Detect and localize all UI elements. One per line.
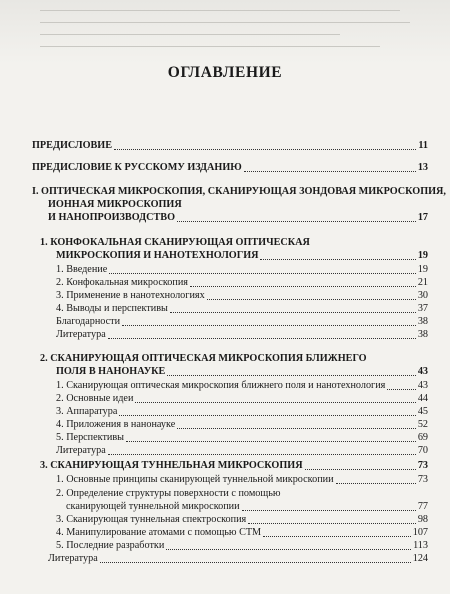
toc-entry-label: 3. Применение в нанотехнологиях	[56, 290, 205, 301]
dot-leader	[177, 221, 416, 222]
dot-leader	[177, 428, 416, 429]
dot-leader	[108, 454, 416, 455]
part-title-line: ИОННАЯ МИКРОСКОПИЯ	[48, 199, 182, 210]
toc-subentry[interactable]	[56, 514, 428, 526]
toc-page-number: 73	[417, 460, 428, 471]
toc-page-number: 43	[417, 366, 428, 377]
toc-page-number: 21	[417, 277, 428, 288]
toc-subentry[interactable]	[56, 264, 428, 276]
toc-page-number: 52	[417, 419, 428, 430]
dot-leader	[167, 375, 415, 376]
toc-entry-label: Литература	[56, 329, 106, 340]
toc-subentry[interactable]	[48, 553, 428, 565]
toc-page-number: 38	[417, 316, 428, 327]
bleed-line	[40, 34, 340, 35]
toc-entry-preface-ru[interactable]	[32, 162, 428, 174]
toc-page-number: 44	[417, 393, 428, 404]
toc-subentry-line: 2. Определение структуры поверхности с помощью	[56, 488, 281, 499]
toc-page-number: 98	[417, 514, 428, 525]
toc-entry-label: ПОЛЯ В НАНОНАУКЕ	[56, 366, 166, 377]
dot-leader	[242, 510, 416, 511]
toc-page-number: 30	[417, 290, 428, 301]
toc-subentry[interactable]	[56, 380, 428, 392]
toc-entry-label: 4. Манипулирование атомами с помощью СТМ	[56, 527, 262, 538]
dot-leader	[119, 415, 415, 416]
dot-leader	[387, 389, 415, 390]
toc-entry-label: 3. Аппаратура	[56, 406, 118, 417]
toc-entry-label: 1. Сканирующая оптическая микроскопия ближнего поля и нанотехнология	[56, 380, 386, 391]
dot-leader	[190, 286, 416, 287]
toc-entry-chapter-3[interactable]	[40, 460, 428, 472]
toc-page-number: 113	[413, 540, 428, 551]
toc-page-number: 11	[418, 140, 428, 151]
toc-subentry[interactable]	[56, 277, 428, 289]
toc-page-number: 19	[417, 250, 428, 261]
toc-entry-label: Литература	[48, 553, 98, 564]
dot-leader	[122, 325, 416, 326]
toc-entry-label: Литература	[56, 445, 106, 456]
dot-leader	[336, 483, 416, 484]
page-title: ОГЛАВЛЕНИЕ	[167, 64, 283, 81]
dot-leader	[260, 259, 415, 260]
toc-page-number: 69	[417, 432, 428, 443]
dot-leader	[305, 469, 416, 470]
toc-subentry[interactable]	[56, 419, 428, 431]
toc-entry-label: 5. Последние разработки	[56, 540, 165, 551]
toc-entry-chapter-2[interactable]	[56, 366, 428, 378]
toc-entry-label: 3. Сканирующая туннельная спектроскопия	[56, 514, 247, 525]
toc-page-number: 17	[417, 212, 428, 223]
toc-subentry[interactable]	[56, 406, 428, 418]
dot-leader	[135, 402, 415, 403]
toc-entry-label: 4. Приложения в нанонауке	[56, 419, 176, 430]
dot-leader	[244, 171, 416, 172]
chapter-title-line: 1. КОНФОКАЛЬНАЯ СКАНИРУЮЩАЯ ОПТИЧЕСКАЯ	[40, 237, 310, 248]
toc-page-number: 70	[417, 445, 428, 456]
toc-entry-label: 4. Выводы и перспективы	[56, 303, 168, 314]
toc-page-number: 37	[417, 303, 428, 314]
bleed-line	[40, 46, 380, 47]
toc-subentry[interactable]	[56, 316, 428, 328]
dot-leader	[207, 299, 416, 300]
toc-subentry[interactable]	[56, 393, 428, 405]
dot-leader	[248, 523, 416, 524]
dot-leader	[100, 562, 411, 563]
toc-page-number: 124	[412, 553, 428, 564]
toc-page-number: 107	[412, 527, 428, 538]
toc-page-number: 45	[417, 406, 428, 417]
toc-subentry[interactable]	[56, 290, 428, 302]
bleed-line	[40, 10, 400, 11]
toc-subentry[interactable]	[56, 540, 428, 552]
toc-entry-preface[interactable]	[32, 140, 428, 152]
toc-entry-label: МИКРОСКОПИЯ И НАНОТЕХНОЛОГИЯ	[56, 250, 259, 261]
toc-entry-chapter-1[interactable]	[56, 250, 428, 262]
toc-subentry[interactable]	[56, 432, 428, 444]
bleed-line	[40, 22, 410, 23]
toc-page-number: 38	[417, 329, 428, 340]
part-title-line: I. ОПТИЧЕСКАЯ МИКРОСКОПИЯ, СКАНИРУЮЩАЯ ЗОНДОВАЯ МИКРОСКОПИЯ,	[32, 186, 446, 197]
toc-subentry[interactable]	[56, 303, 428, 315]
toc-entry-label: И НАНОПРОИЗВОДСТВО	[48, 212, 176, 223]
toc-subentry[interactable]	[56, 329, 428, 341]
dot-leader	[114, 149, 416, 150]
toc-page-number: 43	[417, 380, 428, 391]
toc-entry-label: 1. Введение	[56, 264, 108, 275]
dot-leader	[170, 312, 416, 313]
toc-entry-label: 2. Конфокальная микроскопия	[56, 277, 188, 288]
toc-entry-label: 2. Основные идеи	[56, 393, 134, 404]
dot-leader	[166, 549, 411, 550]
toc-entry-label: сканирующей туннельной микроскопии	[66, 501, 240, 512]
toc-page-number: 77	[417, 501, 428, 512]
toc-subentry[interactable]	[66, 501, 428, 513]
dot-leader	[108, 338, 416, 339]
toc-page-number: 13	[417, 162, 428, 173]
toc-entry-label: 3. СКАНИРУЮЩАЯ ТУННЕЛЬНАЯ МИКРОСКОПИЯ	[40, 460, 303, 471]
toc-entry-label: 1. Основные принципы сканирующей туннельной микроскопии	[56, 474, 334, 485]
chapter-title-line: 2. СКАНИРУЮЩАЯ ОПТИЧЕСКАЯ МИКРОСКОПИЯ БЛИЖНЕГО	[40, 353, 367, 364]
dot-leader	[109, 273, 416, 274]
dot-leader	[263, 536, 411, 537]
toc-subentry[interactable]	[56, 474, 428, 486]
toc-entry-part-1[interactable]	[48, 212, 428, 224]
toc-entry-label: ПРЕДИСЛОВИЕ	[32, 140, 113, 151]
toc-subentry[interactable]	[56, 445, 428, 457]
dot-leader	[126, 441, 416, 442]
toc-page-number: 73	[417, 474, 428, 485]
toc-page-number: 19	[417, 264, 428, 275]
toc-entry-label: ПРЕДИСЛОВИЕ К РУССКОМУ ИЗДАНИЮ	[32, 162, 242, 173]
toc-entry-label: Благодарности	[56, 316, 121, 327]
toc-entry-label: 5. Перспективы	[56, 432, 125, 443]
toc-subentry[interactable]	[56, 527, 428, 539]
